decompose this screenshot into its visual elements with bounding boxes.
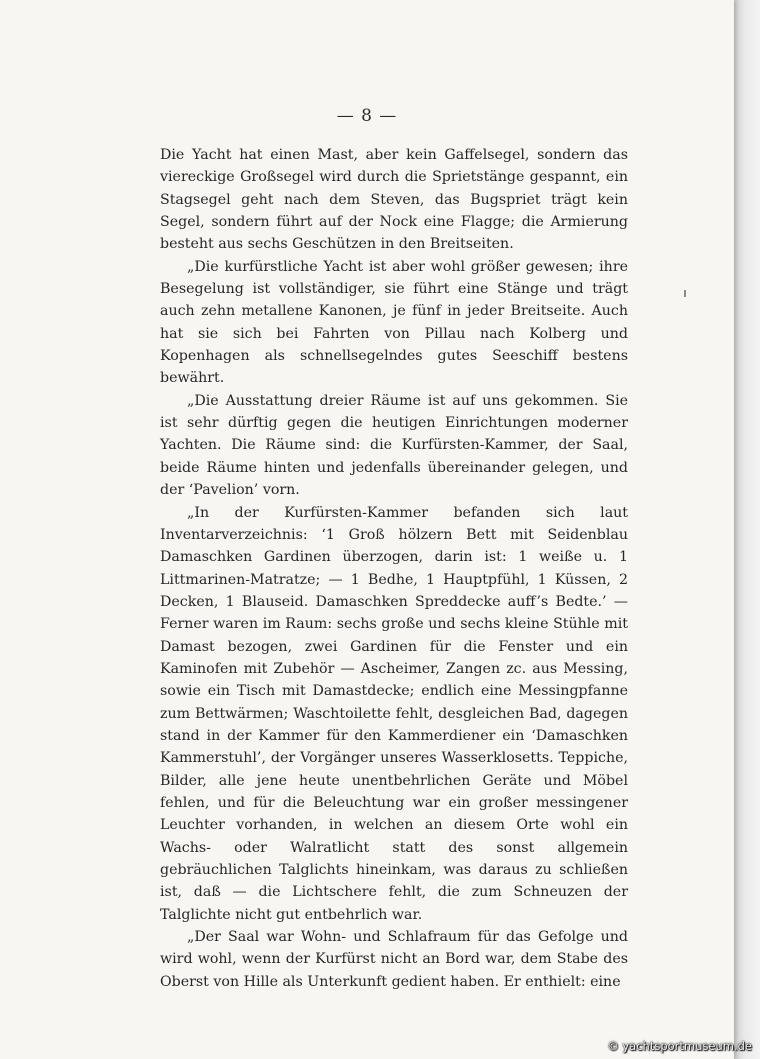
paragraph-saloon: „Der Saal war Wohn- und Schlafraum für das Gefolge und wird wohl, wenn der Kurfürst nicht an Bord war, dem Stabe des Oberst von Hille als Unterkunft gedient haben. Er enthielt: eine — [160, 929, 628, 990]
paragraph-room-furnishing: „Die Ausstattung dreier Räume ist auf uns gekommen. Sie ist sehr dürftig gegen die heutigen Einrichtungen moderner Yachten. Die Räume sind: die Kurfürsten-Kammer, der Saal, beide Räume hinten und jedenfalls übereinander gelegen, und der ‘Pavelion’ vorn. — [160, 392, 628, 499]
page-number: — 8 — — [336, 106, 398, 126]
copyright-watermark: © yachtsportmuseum.de — [607, 1039, 752, 1053]
paragraph-electoral-yacht: „Die kurfürstliche Yacht ist aber wohl größer gewesen; ihre Besegelung ist vollständiger, sie führt eine Stänge und trägt auch zehn metallene Kanonen, je fünf in jeder Breitseite. Auch hat sie sich bei Fahrten von Pillau nach Kolberg und Kopenhagen als schnellsegelndes gutes Seeschiff bestens bewährt. — [160, 258, 628, 387]
paragraph-elector-chamber-inventory: „In der Kurfürsten-Kammer befanden sich laut Inventarverzeichnis: ‘1 Groß hölzern Bett mit Seidenblau Damaschken Gardinen überzogen, darin ist: 1 weiße u. 1 Littmarinen-Matratze; — 1 Bedhe, 1 Hauptpfühl, 1 Küssen, 2 Decken, 1 Blauseid. Damaschken Spreddecke auff’s Bedte.’ — Ferner waren im Raum: sechs große und sechs kleine Stühle mit Damast bezogen, zwei Gardinen für die Fenster und ein Kaminofen mit Zubehör — Ascheimer, Zangen zc. aus Messing, sowie ein Tisch mit Damastdecke; endlich eine Messingpfanne zum Bettwärmen; Waschtoilette fehlt, desgleichen Bad, dagegen stand in der Kammer für den Kammerdiener ein ‘Damaschken Kammerstuhl’, der Vorgänger unseres Wasserklosetts. Teppiche, Bilder, alle jene heute unentbehrlichen Geräte und Möbel fehlen, und für die Beleuchtung war ein großer messingener Leuchter vorhanden, in welchen an diesem Orte wohl ein Wachs- oder Walratlicht statt des sonst allgemein gebräuchlichen Talglichts hineinkam, was daraus zu schließen ist, daß — die Lichtschere fehlt, die zum Schneuzen der Talglichte nicht gut entbehrlich war. — [160, 504, 628, 923]
scan-background-edge — [734, 0, 760, 1059]
scan-speck — [684, 290, 686, 297]
body-text — [160, 144, 628, 993]
paragraph-yacht-rigging: Die Yacht hat einen Mast, aber kein Gaffelsegel, sondern das viereckige Großsegel wird durch die Sprietstänge gespannt, ein Stagsegel geht nach dem Steven, das Bugspriet trägt kein Segel, sondern führt auf der Nock eine Flagge; die Armierung besteht aus sechs Geschützen in den Breitseiten. — [160, 147, 628, 253]
